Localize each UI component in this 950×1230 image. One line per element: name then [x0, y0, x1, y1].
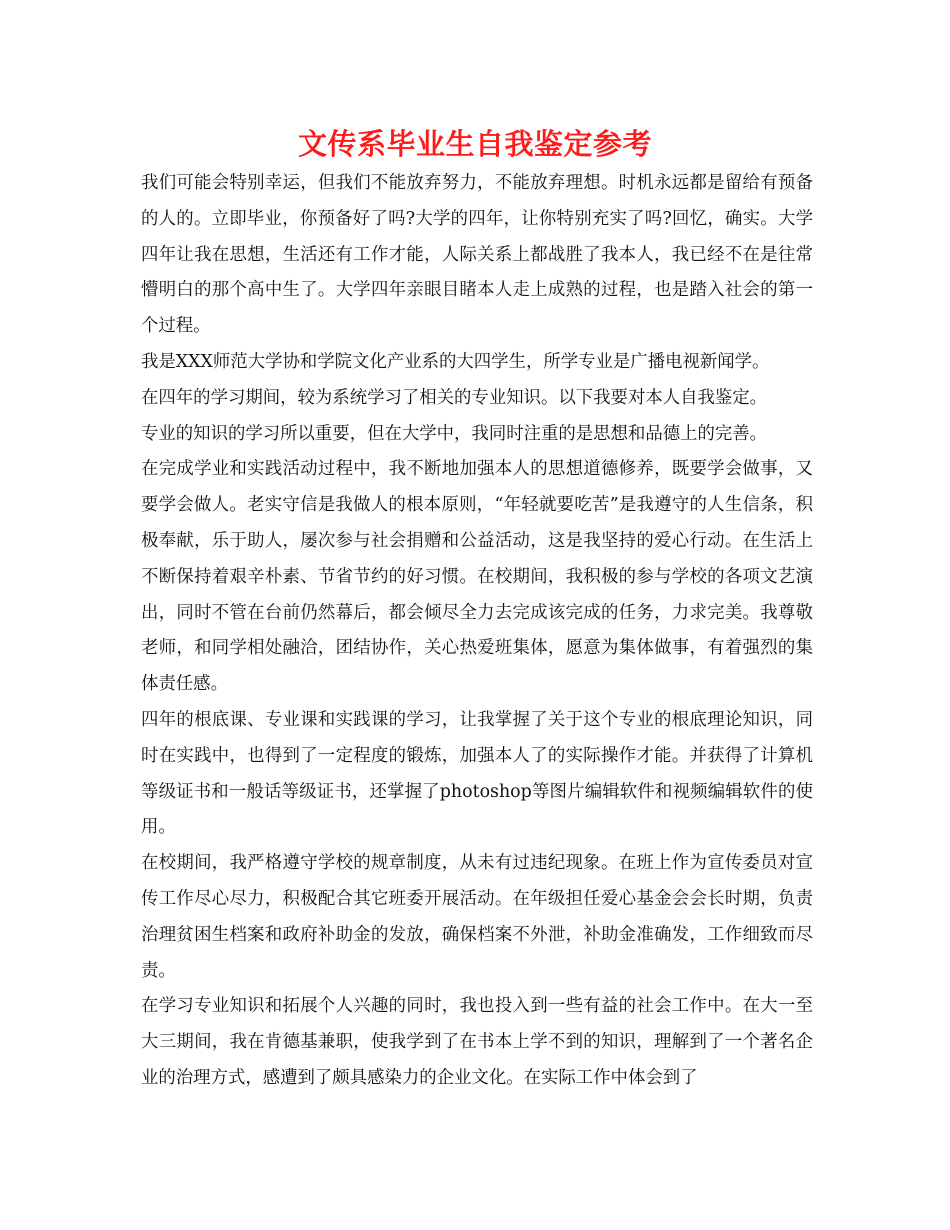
body-paragraph: 在完成学业和实践活动过程中，我不断地加强本人的思想道德修养，既要学会做事，又要学会做人。老实守信是我做人的根本原则，“年轻就要吃苦”是我遵守的人生信条，积极奉献，乐于助人，屡次参与社会捐赠和公益活动，这是我坚持的爱心行动。在生活上不断保持着艰辛朴素、节省节约的好习惯。在校期间，我积极的参与学校的各项文艺演出，同时不管在台前仍然幕后，都会倾尽全力去完成该完成的任务，力求完美。我尊敬老师，和同学相处融洽，团结协作，关心热爱班集体，愿意为集体做事，有着强烈的集体责任感。: [141, 459, 813, 695]
body-paragraph: 在校期间，我严格遵守学校的规章制度，从未有过违纪现象。在班上作为宣传委员对宣传工作尽心尽力，积极配合其它班委开展活动。在年级担任爱心基金会会长时期，负责治理贫困生档案和政府补助金的发放，确保档案不外泄，补助金准确发，工作细致而尽责。: [141, 853, 813, 981]
body-paragraph: 我们可能会特别幸运，但我们不能放弃努力，不能放弃理想。时机永远都是留给有预备的人的。立即毕业，你预备好了吗?大学的四年，让你特别充实了吗?回忆，确实。大学四年让我在思想，生活还有工作才能，人际关系上都战胜了我本人，我已经不在是往常懵明白的那个高中生了。大学四年亲眼目睹本人走上成熟的过程，也是踏入社会的第一个过程。: [141, 173, 813, 337]
document-title: 文传系毕业生自我鉴定参考: [297, 127, 652, 161]
body-paragraph: 我是XXX师范大学协和学院文化产业系的大四学生，所学专业是广播电视新闻学。: [141, 351, 770, 372]
body-paragraph: 专业的知识的学习所以重要，但在大学中，我同时注重的是思想和品德上的完善。: [141, 423, 768, 444]
body-paragraph: 四年的根底课、专业课和实践课的学习，让我掌握了关于这个专业的根底理论知识，同时在实践中，也得到了一定程度的锻炼，加强本人了的实际操作才能。并获得了计算机等级证书和一般话等级证书，还掌握了photoshop等图片编辑软件和视频编辑软件的使用。: [141, 709, 813, 838]
document-body: [141, 166, 813, 1097]
body-paragraph: 在学习专业知识和拓展个人兴趣的同时，我也投入到一些有益的社会工作中。在大一至大三期间，我在肯德基兼职，使我学到了在书本上学不到的知识，理解到了一个著名企业的治理方式，感遭到了颇具感染力的企业文化。在实际工作中体会到了: [141, 996, 813, 1088]
body-paragraph: 在四年的学习期间，较为系统学习了相关的专业知识。以下我要对本人自我鉴定。: [141, 387, 768, 408]
